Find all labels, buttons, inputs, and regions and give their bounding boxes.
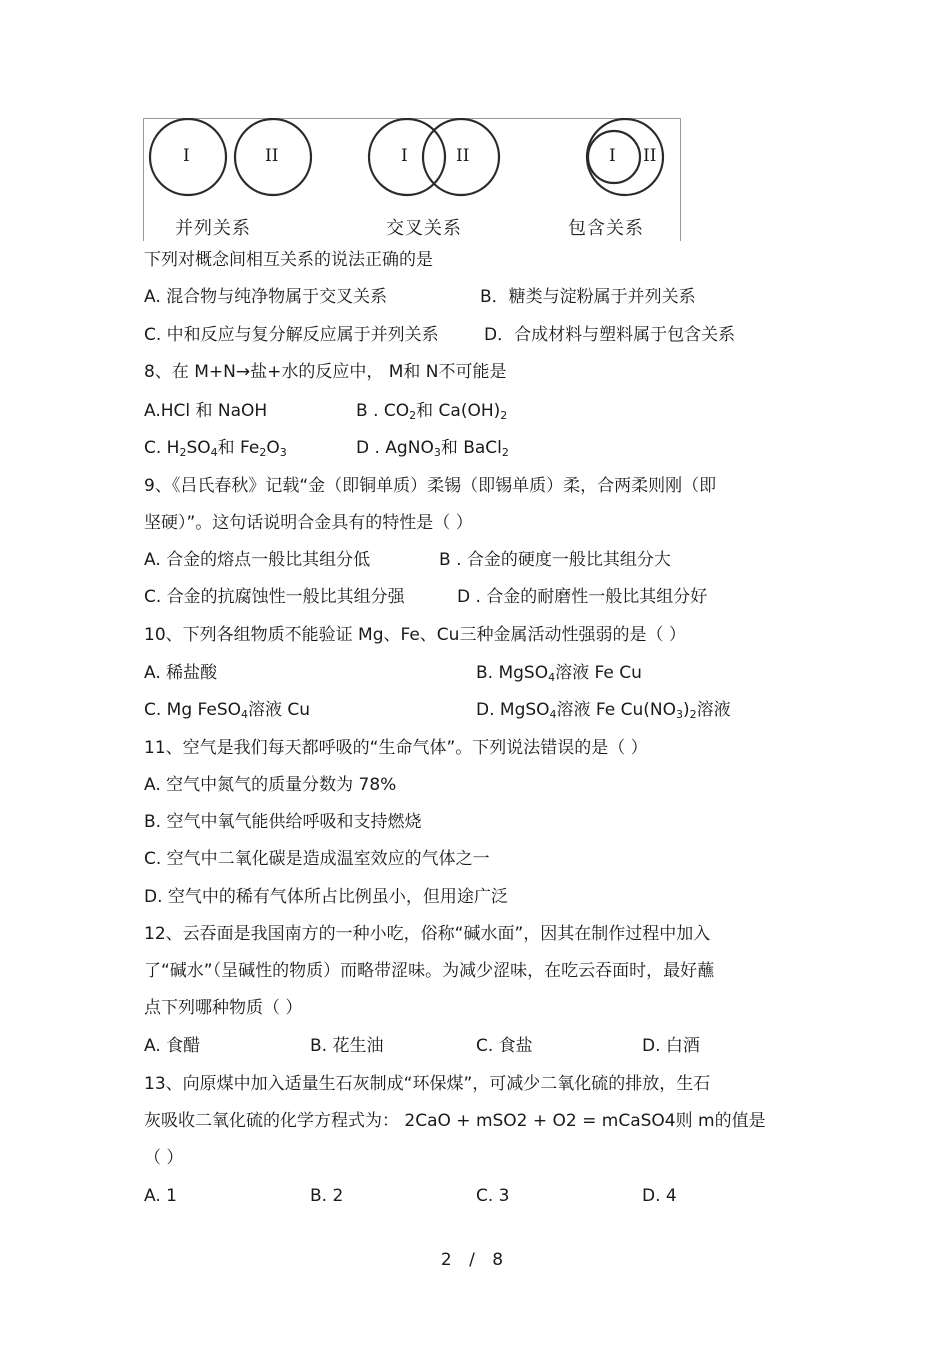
question-11-stem: 11、空气是我们每天都呼吸的“生命气体”。下列说法错误的是（ ） [144,738,648,758]
question-12-stem-line2: 了“碱水”（呈碱性的物质）而略带涩味。为减少涩味，在吃云吞面时，最好蘸 [144,961,715,981]
caption-cross: 交叉关系 [386,218,462,239]
q8-option-d: D . AgNO$_3$和 BaCl$_2$ [356,438,509,459]
question-9-stem-line1: 9、《吕氏春秋》记载“金（即铜单质）柔锡（即锡单质）柔，合两柔则刚（即 [144,476,717,496]
parallel-label-2: II [265,146,279,166]
question-7-intro: 下列对概念间相互关系的说法正确的是 [144,250,433,270]
q8-option-b: B . $CO_2$和 $Ca(OH)_2$ [356,401,508,422]
page-number: 2 / 8 [440,1250,510,1270]
q7-option-c: C. 中和反应与复分解反应属于并列关系 [144,325,439,345]
q11-option-c: C. 空气中二氧化碳是造成温室效应的气体之一 [144,849,490,869]
q11-option-b: B. 空气中氧气能供给呼吸和支持燃烧 [144,812,422,832]
q7-option-a: A. 混合物与纯净物属于交叉关系 [144,287,388,307]
q9-option-a: A. 合金的熔点一般比其组分低 [144,550,371,570]
q13-option-d: D. 4 [642,1186,677,1206]
cross-label-2: II [456,146,470,166]
parallel-label-1: I [183,146,190,166]
question-8-stem: 8、在 M+N→盐+水的反应中， M和 N不可能是 [144,362,507,382]
q10-option-b: B. MgSO$_4$溶液 Fe Cu [476,663,642,684]
question-12-stem-line1: 12、云吞面是我国南方的一种小吃，俗称“碱水面”，因其在制作过程中加入 [144,924,711,944]
question-13-stem-line2: 灰吸收二氧化硫的化学方程式为： 2CaO + mSO2 + O2 = mCaSO4则 m的值是 [144,1111,766,1131]
contain-label-2: II [643,146,657,166]
q13-option-a: A. 1 [144,1186,177,1206]
q7-option-b: B．糖类与淀粉属于并列关系 [480,287,696,307]
q10-option-a: A. 稀盐酸 [144,663,218,683]
caption-contain: 包含关系 [568,218,644,239]
q10-option-c: C. Mg FeSO$_4$溶液 Cu [144,700,311,721]
q13-option-b: B. 2 [310,1186,344,1206]
q12-option-c: C. 食盐 [476,1036,533,1056]
question-13-stem-line1: 13、向原煤中加入适量生石灰制成“环保煤”，可减少二氧化硫的排放，生石 [144,1074,711,1094]
question-9-stem-line2: 坚硬）”。这句话说明合金具有的特性是（ ） [144,513,473,533]
q9-option-c: C. 合金的抗腐蚀性一般比其组分强 [144,587,405,607]
question-13-stem-line3: （ ） [144,1148,184,1168]
caption-parallel: 并列关系 [175,218,251,239]
q9-option-b: B . 合金的硬度一般比其组分大 [439,550,671,570]
cross-label-1: I [401,146,408,166]
q11-option-a: A. 空气中氮气的质量分数为 78% [144,775,397,795]
contain-label-1: I [609,146,616,166]
q8-option-c: C. $H_2SO_4$和 $Fe_2O_3$ [144,438,287,459]
q12-option-b: B. 花生油 [310,1036,384,1056]
q8-option-a: A.HCl 和 NaOH [144,401,268,421]
q11-option-d: D. 空气中的稀有气体所占比例虽小，但用途广泛 [144,887,508,907]
q9-option-d: D . 合金的耐磨性一般比其组分好 [457,587,708,607]
q12-option-d: D. 白酒 [642,1036,700,1056]
q13-option-c: C. 3 [476,1186,510,1206]
concept-relation-figure [143,118,681,242]
question-10-stem: 10、下列各组物质不能验证 Mg、Fe、Cu三种金属活动性强弱的是（ ） [144,625,686,645]
question-12-stem-line3: 点下列哪种物质（ ） [144,998,303,1018]
q7-option-d: D．合成材料与塑料属于包含关系 [484,325,736,345]
q10-option-d: D. MgSO$_4$溶液 Fe $Cu(NO_3)_2$溶液 [476,700,731,721]
q12-option-a: A. 食醋 [144,1036,201,1056]
